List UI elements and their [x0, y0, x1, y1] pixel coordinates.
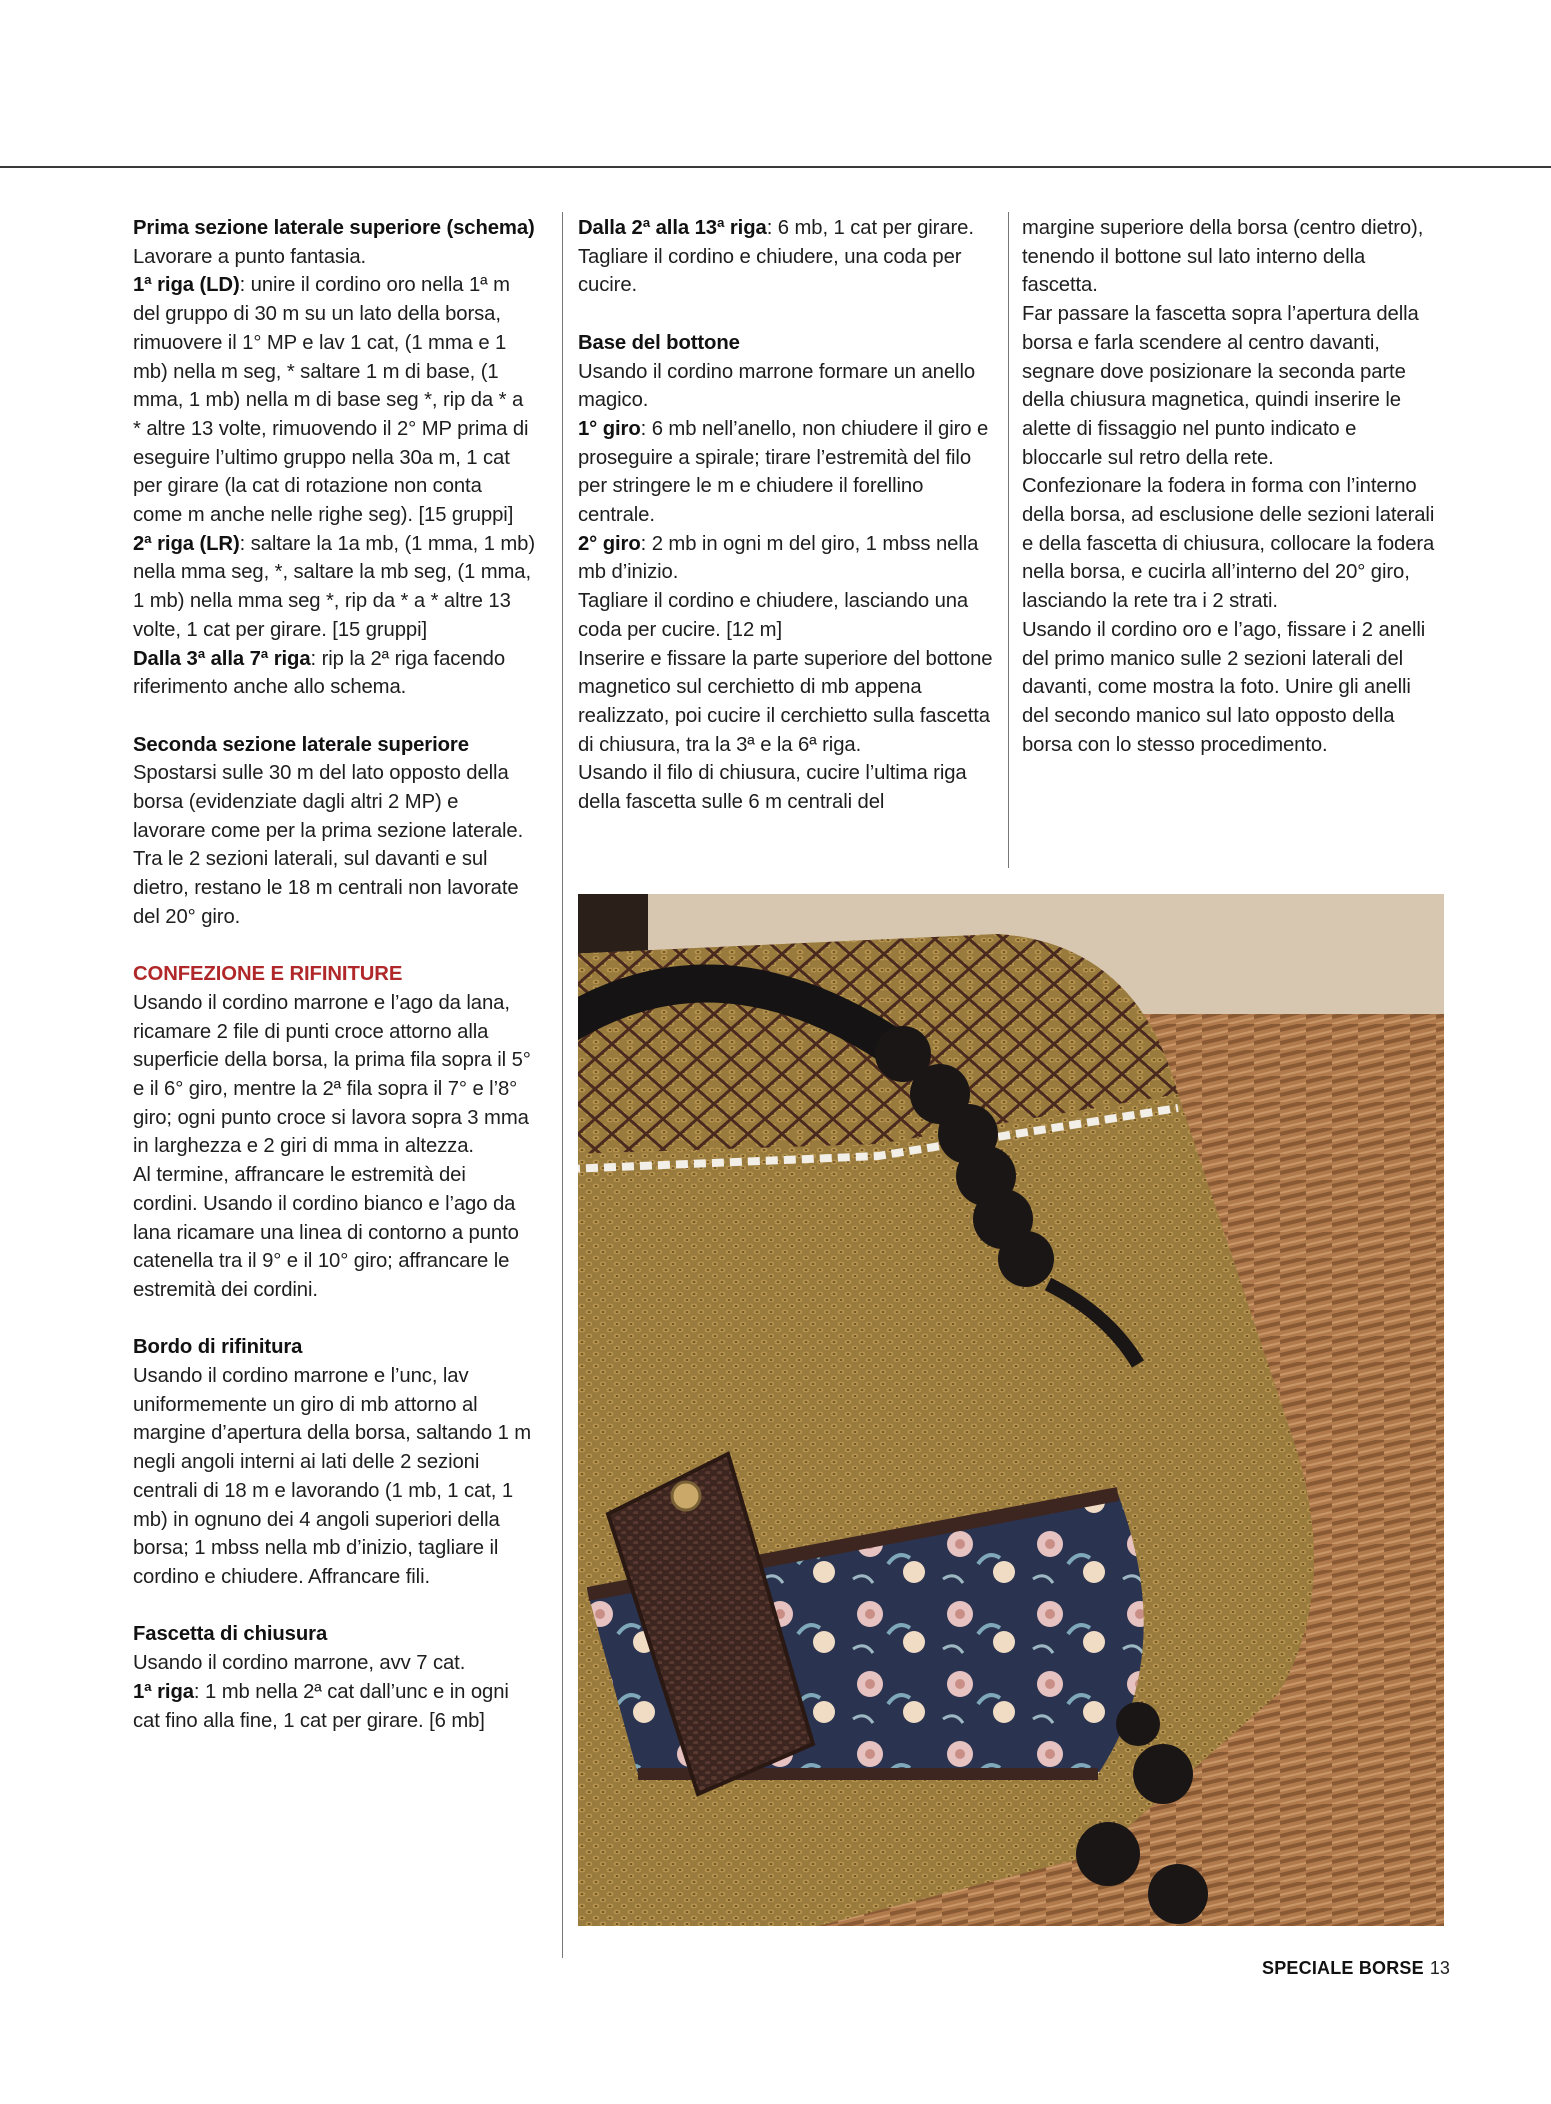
paragraph: Far passare la fascetta sopra l’apertura della borsa e farla scendere al centro davanti, segnare dove posizionare la seconda parte della chiusura magnetica, quindi inserire le alette di fissaggio nel punto indicato e bloccarle sul retro della rete. — [1022, 303, 1419, 469]
row-label: Dalla 2ª alla 13ª riga — [578, 217, 767, 239]
paragraph: Dalla 3ª alla 7ª riga: rip la 2ª riga facendo riferimento anche allo schema. — [133, 647, 506, 699]
row-label: 1ª riga (LD) — [133, 274, 240, 297]
row-label: 2° giro — [578, 532, 641, 555]
section-title-seconda-sezione: Seconda sezione laterale superiore — [133, 733, 469, 756]
section-title-fascetta: Fascetta di chiusura — [133, 1623, 328, 1646]
paragraph: Confezionare la fodera in forma con l’interno della borsa, ad esclusione delle sezioni laterali e della fascetta di chiusura, collocare la fodera nella borsa, e cucirla all’interno del 20° giro, lasciando la rete tra i 2 strati. — [1022, 475, 1435, 613]
column-divider — [562, 212, 563, 1958]
paragraph: Spostarsi sulle 30 m del lato opposto della borsa (evidenziate dagli altri 2 MP) e lavorare come per la prima sezione laterale. — [133, 762, 524, 842]
bag-photo — [578, 894, 1444, 1926]
row-label: 1° giro — [578, 417, 641, 440]
paragraph: Usando il cordino marrone e l’unc, lav uniformemente un giro di mb attorno al margine d’apertura della borsa, saltando 1 m negli angoli interni ai lati delle 2 sezioni centrali di 18 m e lavorando (1 mb, 1 cat, 1 mb) in ognuno dei 4 angoli superiori della borsa; 1 mbss nella mb d’inizio, tagliare il cordino e chiudere. Affrancare fili. — [133, 1365, 532, 1588]
column-3 — [1022, 214, 1442, 759]
paragraph: Usando il cordino marrone formare un anello magico. — [578, 360, 976, 412]
section-title-confezione: CONFEZIONE E RIFINITURE — [133, 963, 403, 986]
paragraph: 1° giro: 6 mb nell’anello, non chiudere il giro e proseguire a spirale; tirare l’estremità del filo per stringere le m e chiudere il forellino centrale. — [578, 417, 989, 527]
column-1 — [133, 214, 535, 1735]
column-2 — [578, 214, 996, 817]
row-label: Dalla 3ª alla 7ª riga — [133, 647, 311, 670]
page-footer — [1262, 1958, 1450, 1979]
paragraph: 1ª riga: 1 mb nella 2ª cat dall’unc e in ogni cat fino alla fine, 1 cat per girare. [6 mb] — [133, 1680, 509, 1732]
paragraph: 2° giro: 2 mb in ogni m del giro, 1 mbss nella mb d’inizio. — [578, 532, 979, 584]
paragraph: Lavorare a punto fantasia. — [133, 245, 367, 268]
paragraph: Tagliare il cordino e chiudere, lasciando una coda per cucire. [12 m] — [578, 590, 969, 641]
top-rule — [0, 166, 1551, 168]
paragraph: 1ª riga (LD): unire il cordino oro nella 1ª m del gruppo di 30 m su un lato della borsa, rimuovere il 1° MP e lav 1 cat, (1 mma e 1 mb) nella m seg, * saltare 1 m di base, (1 mma, 1 mb) nella m di base seg *, rip da * a * altre 13 volte, rimuovendo il 2° MP prima di eseguire l’ultimo gruppo nella 30a m, 1 cat per girare (la cat di rotazione non conta come m anche nelle righe seg). [15 gruppi] — [133, 274, 529, 527]
paragraph: Al termine, affrancare le estremità dei cordini. Usando il cordino bianco e l’ago da lana ricamare una linea di contorno a punto catenella tra il 9° e il 10° giro; affrancare le estremità dei cordini. — [133, 1164, 519, 1301]
column-divider — [1008, 212, 1009, 868]
paragraph: Inserire e fissare la parte superiore del bottone magnetico sul cerchietto di mb appena realizzato, poi cucire il cerchietto sulla fascetta di chiusura, tra la 3ª e la 6ª riga. — [578, 647, 993, 756]
magazine-name: SPECIALE BORSE — [1262, 1958, 1424, 1978]
paragraph: Usando il cordino marrone e l’ago da lana, ricamare 2 file di punti croce attorno alla superficie della borsa, la prima fila sopra il 5° e il 6° giro, mentre la 2ª fila sopra il 7° e l’8° giro; ogni punto croce si lavora sopra 3 mma in larghezza e 2 giri di mma in altezza. — [133, 991, 531, 1158]
row-label: 2ª riga (LR) — [133, 532, 240, 555]
section-title-base-bottone: Base del bottone — [578, 331, 740, 354]
paragraph: Usando il cordino oro e l’ago, fissare i 2 anelli del primo manico sulle 2 sezioni laterali del davanti, come mostra la foto. Unire gli anelli del secondo manico sul lato opposto della borsa con lo stesso procedimento. — [1022, 618, 1426, 756]
row-label: 1ª riga — [133, 1680, 194, 1703]
paragraph: 2ª riga (LR): saltare la 1a mb, (1 mma, 1 mb) nella mma seg, *, saltare la mb seg, (1 mma, 1 mb) nella mma seg *, rip da * a * altre 13 volte, 1 cat per girare. [15 gruppi] — [133, 532, 535, 641]
page-number: 13 — [1429, 1958, 1450, 1978]
paragraph: margine superiore della borsa (centro dietro), tenendo il bottone sul lato interno della fascetta. — [1022, 217, 1424, 297]
paragraph: Usando il filo di chiusura, cucire l’ultima riga della fascetta sulle 6 m centrali del — [578, 762, 967, 814]
paragraph: Usando il cordino marrone, avv 7 cat. — [133, 1652, 466, 1675]
paragraph: Dalla 2ª alla 13ª riga: 6 mb, 1 cat per girare. Tagliare il cordino e chiudere, una coda per cucire. — [578, 217, 974, 297]
section-title-prima-sezione: Prima sezione laterale superiore (schema) — [133, 217, 535, 239]
paragraph: Tra le 2 sezioni laterali, sul davanti e sul dietro, restano le 18 m centrali non lavorate del 20° giro. — [133, 848, 519, 928]
section-title-bordo: Bordo di rifinitura — [133, 1336, 303, 1359]
